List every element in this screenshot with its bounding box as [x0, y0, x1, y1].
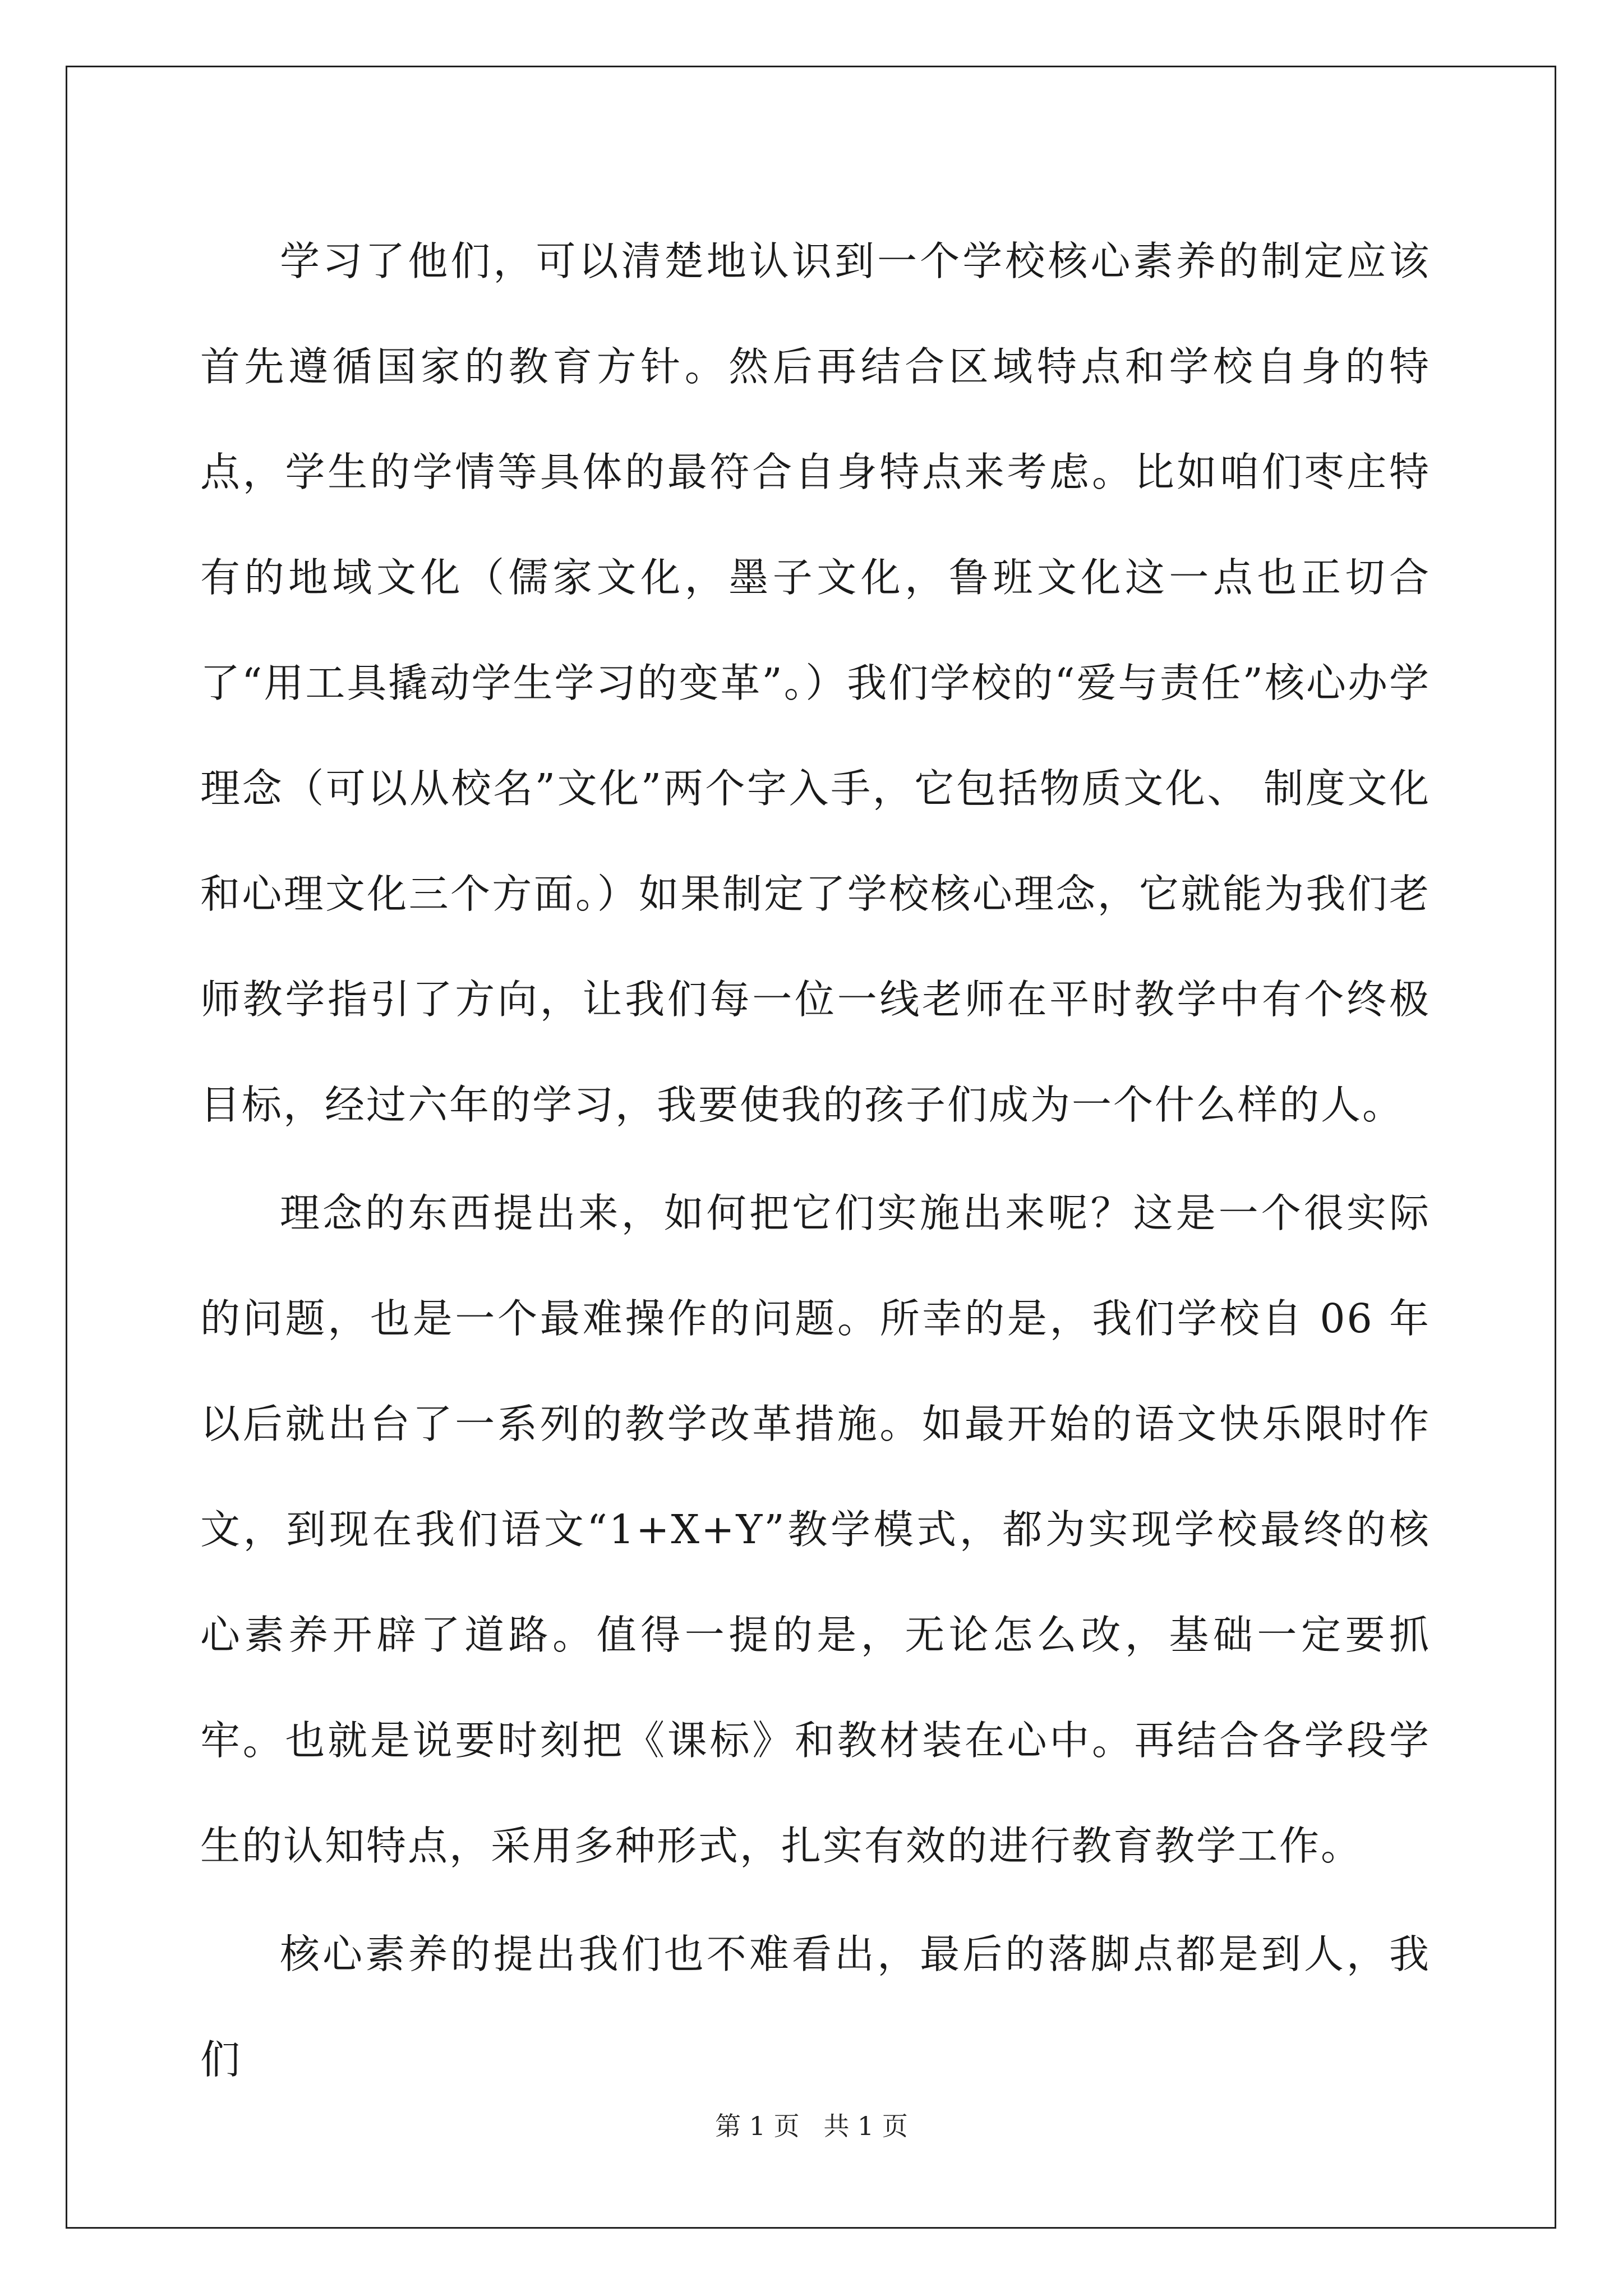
page-footer — [0, 2109, 1623, 2143]
paragraph-1: 学习了他们，可以清楚地认识到一个学校核心素养的制定应该首先遵循国家的教育方针。然后再结合区域特点和学校自身的特点，学生的学情等具体的最符合自身特点来考虑。比如咱们枣庄特有的地域文化（儒家文化，墨子文化，鲁班文化这一点也正切合了“用工具撬动学生学习的变革”。）我们学校的“爱与责任”核心办学理念（可以从校名”文化”两个字入手，它包括物质文化、 制度文化和心理文化三个方面。）如果制定了学校核心理念，它就能为我们老师教学指引了方向，让我们每一位一线老师在平时教学中有个终极目标，经过六年的学习，我要使我的孩子们成为一个什么样的人。 — [200, 238, 1431, 1128]
page-number: 第 1 页 — [715, 2111, 800, 2141]
paragraph-3: 核心素养的提出我们也不难看出，最后的落脚点都是到人，我们 — [200, 1931, 1431, 2083]
paragraph-2: 理念的东西提出来，如何把它们实施出来呢？这是一个很实际的问题，也是一个最难操作的问题。所幸的是，我们学校自 06 年以后就出台了一系列的教学改革措施。如最开始的语文快乐限时作文，到现在我们语文“1+X+Y”教学模式，都为实现学校最终的核心素养开辟了道路。值得一提的是，无论怎么改，基础一定要抓牢。也就是说要时刻把《课标》和教材装在心中。再结合各学段学生的认知特点，采用多种形式，扎实有效的进行教育教学工作。 — [200, 1190, 1431, 1869]
page-total: 共 1 页 — [823, 2111, 908, 2141]
document-body — [200, 209, 1431, 2115]
